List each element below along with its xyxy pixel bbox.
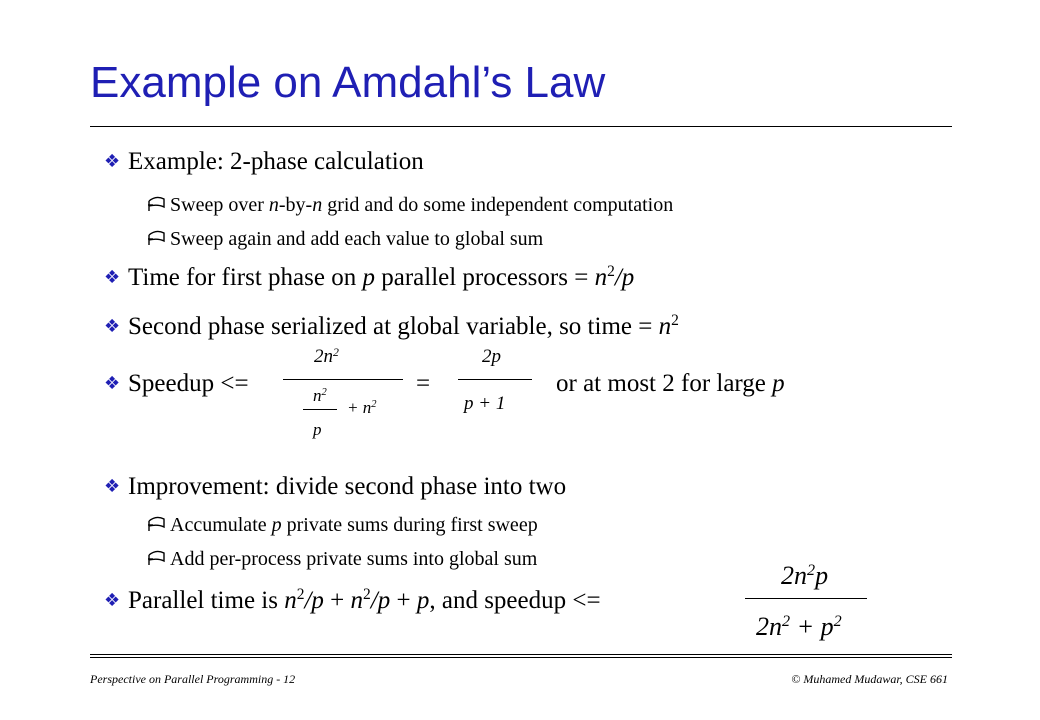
bullet-second-phase: ❖ Second phase serialized at global variable, so time = $n^2$ (104, 312, 679, 340)
formula1-fraction-bar (283, 379, 403, 380)
formula2-numerator: 2p (482, 346, 501, 367)
speedup-large-p-note: or at most 2 for large p (556, 370, 785, 397)
formula1-plus-term: + $n^2$ (347, 398, 377, 417)
title-divider (90, 126, 952, 127)
formula3-numerator: $2n^2p$ (781, 561, 829, 590)
sub-bullet-sweep-grid: Sweep over n-by-n grid and do some independent computation (146, 193, 673, 217)
footer-left: Perspective on Parallel Programming - 12 (90, 672, 296, 686)
formula2-denominator: p + 1 (464, 393, 506, 414)
flag-bullet-icon (146, 194, 170, 214)
diamond-bullet-icon: ❖ (104, 476, 121, 497)
bullet-first-phase-time: ❖ Time for first phase on p parallel processors = $n^2/p$ (104, 263, 635, 291)
bullet-speedup: ❖ Speedup <= (104, 370, 249, 397)
formula3-denominator: $2n^2 + p^2$ (756, 612, 842, 641)
footer-divider-bottom (90, 657, 952, 658)
footer-divider-top (90, 654, 952, 655)
flag-bullet-icon (146, 548, 170, 568)
bullet-parallel-time: ❖ Parallel time is $n^2/p + n^2/p + p$, and speedup <= (104, 586, 601, 614)
sub-bullet-sweep-again: Sweep again and add each value to global sum (146, 227, 543, 251)
formula1-inner-fraction-bar (303, 409, 337, 410)
diamond-bullet-icon: ❖ (104, 373, 121, 394)
formula1-inner-denominator: p (313, 420, 322, 439)
bullet-improvement: ❖ Improvement: divide second phase into two (104, 473, 567, 500)
sub-bullet-add-private-sums: Add per-process private sums into global sum (146, 547, 537, 571)
diamond-bullet-icon: ❖ (104, 590, 121, 611)
diamond-bullet-icon: ❖ (104, 267, 121, 288)
diamond-bullet-icon: ❖ (104, 151, 121, 172)
sub-bullet-accumulate: Accumulate p private sums during first sweep (146, 513, 538, 537)
formula2-fraction-bar (458, 379, 532, 380)
footer-right: © Muhamed Mudawar, CSE 661 (791, 672, 948, 686)
bullet-example: ❖ Example: 2-phase calculation (104, 148, 424, 175)
formula3-fraction-bar (745, 598, 867, 599)
flag-bullet-icon (146, 514, 170, 534)
flag-bullet-icon (146, 228, 170, 248)
formula1-numerator: $2n^2$ (314, 345, 339, 367)
page-title: Example on Amdahl’s Law (90, 58, 606, 107)
formula1-inner-numerator: $n^2$ (313, 386, 327, 405)
speedup-equals: = (416, 370, 431, 397)
diamond-bullet-icon: ❖ (104, 316, 121, 337)
